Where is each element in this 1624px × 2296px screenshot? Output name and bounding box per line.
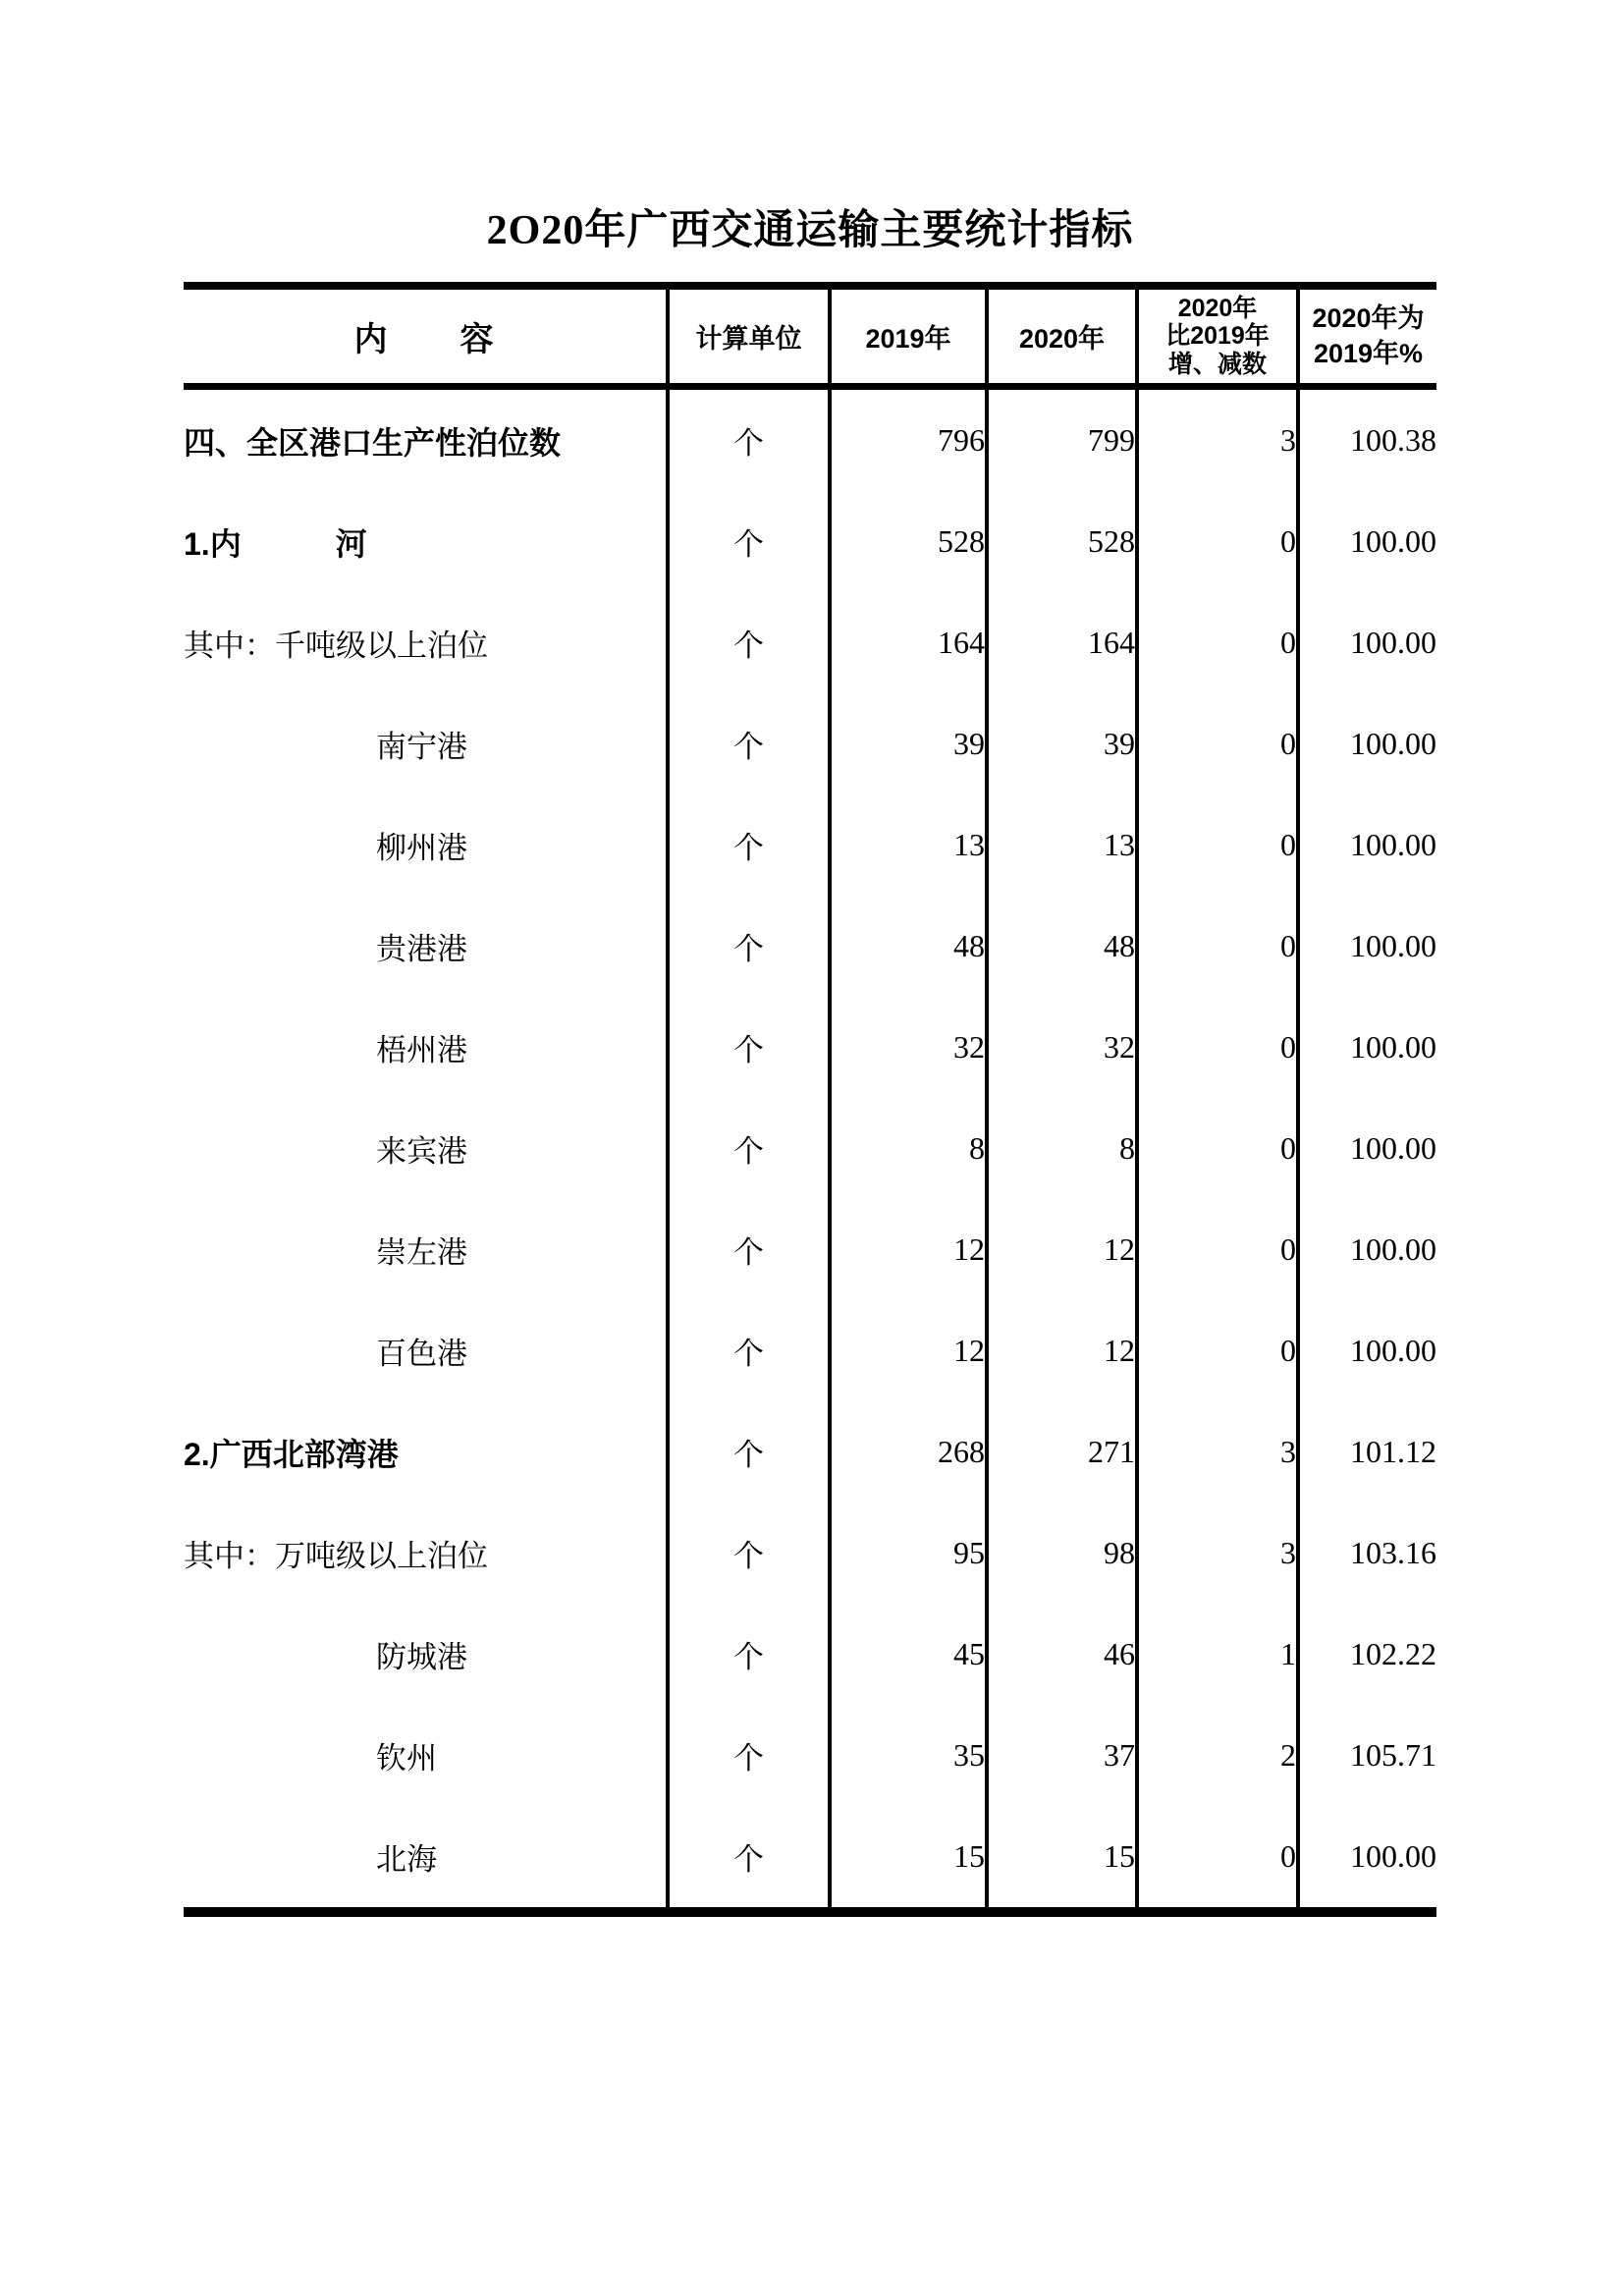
table-row xyxy=(184,1199,1436,1300)
pct-cell: 100.00 xyxy=(1298,997,1436,1098)
value-2020-cell: 271 xyxy=(987,1401,1137,1503)
pct-cell: 100.00 xyxy=(1298,1806,1436,1912)
pct-cell: 100.00 xyxy=(1298,794,1436,896)
col-header-diff xyxy=(1137,286,1298,387)
col-header-unit: 计算单位 xyxy=(668,286,830,387)
unit-cell: 个 xyxy=(668,1604,830,1705)
value-2019-cell: 164 xyxy=(830,592,987,693)
value-2019-cell: 796 xyxy=(830,387,987,492)
table-header xyxy=(184,286,1436,387)
unit-cell: 个 xyxy=(668,592,830,693)
row-label-cell: 柳州港 xyxy=(376,831,467,865)
diff-cell: 0 xyxy=(1137,491,1298,592)
table-row xyxy=(184,1300,1436,1401)
table-row xyxy=(184,693,1436,794)
row-label-cell: 防城港 xyxy=(376,1640,467,1674)
table-row xyxy=(184,1401,1436,1503)
diff-cell: 0 xyxy=(1137,693,1298,794)
unit-cell: 个 xyxy=(668,896,830,997)
value-2020-cell: 528 xyxy=(987,491,1137,592)
row-label-cell: 其中：千吨级以上泊位 xyxy=(184,629,488,663)
unit-cell: 个 xyxy=(668,997,830,1098)
diff-cell: 3 xyxy=(1137,1503,1298,1604)
table-row xyxy=(184,896,1436,997)
value-2020-cell: 39 xyxy=(987,693,1137,794)
row-label-cell: 南宁港 xyxy=(376,730,467,764)
pct-cell: 105.71 xyxy=(1298,1705,1436,1806)
value-2019-cell: 528 xyxy=(830,491,987,592)
diff-cell: 0 xyxy=(1137,1806,1298,1912)
row-label-cell: 百色港 xyxy=(376,1337,467,1371)
pct-cell: 103.16 xyxy=(1298,1503,1436,1604)
diff-cell: 0 xyxy=(1137,1098,1298,1199)
table-row xyxy=(184,387,1436,492)
unit-cell: 个 xyxy=(668,1199,830,1300)
table-row xyxy=(184,592,1436,693)
col-header-diff-line3: 增、减数 xyxy=(1167,350,1267,378)
col-header-diff-line2: 比2019年 xyxy=(1165,322,1270,351)
unit-cell: 个 xyxy=(668,491,830,592)
row-label-cell: 2.广西北部湾港 xyxy=(184,1436,399,1472)
unit-cell: 个 xyxy=(668,387,830,492)
col-header-diff-line1: 2020年 xyxy=(1177,294,1258,322)
unit-cell: 个 xyxy=(668,1401,830,1503)
row-label-cell: 其中：万吨级以上泊位 xyxy=(184,1539,488,1573)
pct-cell: 100.00 xyxy=(1298,896,1436,997)
row-label-cell: 北海 xyxy=(376,1842,437,1877)
pct-cell: 100.00 xyxy=(1298,491,1436,592)
table-body xyxy=(184,387,1436,1913)
row-label-cell: 崇左港 xyxy=(376,1235,467,1270)
value-2019-cell: 32 xyxy=(830,997,987,1098)
unit-cell: 个 xyxy=(668,1300,830,1401)
row-label-cell: 钦州 xyxy=(376,1741,437,1776)
value-2020-cell: 8 xyxy=(987,1098,1137,1199)
pct-cell: 100.00 xyxy=(1298,1199,1436,1300)
col-header-pct xyxy=(1298,286,1436,387)
value-2019-cell: 95 xyxy=(830,1503,987,1604)
table-row xyxy=(184,1705,1436,1806)
diff-cell: 3 xyxy=(1137,387,1298,492)
value-2019-cell: 13 xyxy=(830,794,987,896)
unit-cell: 个 xyxy=(668,1806,830,1912)
value-2019-cell: 12 xyxy=(830,1199,987,1300)
diff-cell: 1 xyxy=(1137,1604,1298,1705)
value-2019-cell: 15 xyxy=(830,1806,987,1912)
pct-cell: 100.00 xyxy=(1298,1098,1436,1199)
value-2020-cell: 12 xyxy=(987,1300,1137,1401)
value-2020-cell: 32 xyxy=(987,997,1137,1098)
value-2020-cell: 164 xyxy=(987,592,1137,693)
value-2019-cell: 35 xyxy=(830,1705,987,1806)
value-2020-cell: 12 xyxy=(987,1199,1137,1300)
page-title: 2O20年广西交通运输主要统计指标 xyxy=(486,208,1134,253)
value-2020-cell: 799 xyxy=(987,387,1137,492)
pct-cell: 100.38 xyxy=(1298,387,1436,492)
col-header-2020: 2020年 xyxy=(987,286,1137,387)
value-2020-cell: 48 xyxy=(987,896,1137,997)
row-label-cell: 贵港港 xyxy=(376,932,467,966)
unit-cell: 个 xyxy=(668,1503,830,1604)
col-header-content: 内 容 xyxy=(184,286,668,387)
table-row xyxy=(184,997,1436,1098)
diff-cell: 0 xyxy=(1137,592,1298,693)
diff-cell: 0 xyxy=(1137,997,1298,1098)
value-2019-cell: 39 xyxy=(830,693,987,794)
diff-cell: 2 xyxy=(1137,1705,1298,1806)
diff-cell: 0 xyxy=(1137,1199,1298,1300)
table-row xyxy=(184,491,1436,592)
table-row xyxy=(184,794,1436,896)
col-header-pct-line1: 2020年为 xyxy=(1312,303,1425,334)
diff-cell: 0 xyxy=(1137,896,1298,997)
value-2019-cell: 8 xyxy=(830,1098,987,1199)
diff-cell: 3 xyxy=(1137,1401,1298,1503)
value-2019-cell: 48 xyxy=(830,896,987,997)
diff-cell: 0 xyxy=(1137,794,1298,896)
value-2019-cell: 12 xyxy=(830,1300,987,1401)
diff-cell: 0 xyxy=(1137,1300,1298,1401)
value-2019-cell: 45 xyxy=(830,1604,987,1705)
pct-cell: 100.00 xyxy=(1298,1300,1436,1401)
table-row xyxy=(184,1604,1436,1705)
row-label-cell: 梧州港 xyxy=(376,1033,467,1067)
header-row xyxy=(184,286,1436,387)
stats-table xyxy=(184,282,1436,1917)
col-header-2019: 2019年 xyxy=(830,286,987,387)
pct-cell: 100.00 xyxy=(1298,592,1436,693)
pct-cell: 102.22 xyxy=(1298,1604,1436,1705)
value-2019-cell: 268 xyxy=(830,1401,987,1503)
table-row xyxy=(184,1098,1436,1199)
table-row xyxy=(184,1806,1436,1912)
unit-cell: 个 xyxy=(668,1705,830,1806)
unit-cell: 个 xyxy=(668,693,830,794)
row-label-cell: 来宾港 xyxy=(376,1134,467,1169)
unit-cell: 个 xyxy=(668,794,830,896)
value-2020-cell: 13 xyxy=(987,794,1137,896)
col-header-pct-line2: 2019年% xyxy=(1313,338,1424,368)
value-2020-cell: 37 xyxy=(987,1705,1137,1806)
table-row xyxy=(184,1503,1436,1604)
value-2020-cell: 15 xyxy=(987,1806,1137,1912)
pct-cell: 100.00 xyxy=(1298,693,1436,794)
pct-cell: 101.12 xyxy=(1298,1401,1436,1503)
row-label-cell: 四、全区港口生产性泊位数 xyxy=(184,424,562,461)
row-label-cell: 1.内 河 xyxy=(184,525,367,562)
value-2020-cell: 98 xyxy=(987,1503,1137,1604)
value-2020-cell: 46 xyxy=(987,1604,1137,1705)
unit-cell: 个 xyxy=(668,1098,830,1199)
